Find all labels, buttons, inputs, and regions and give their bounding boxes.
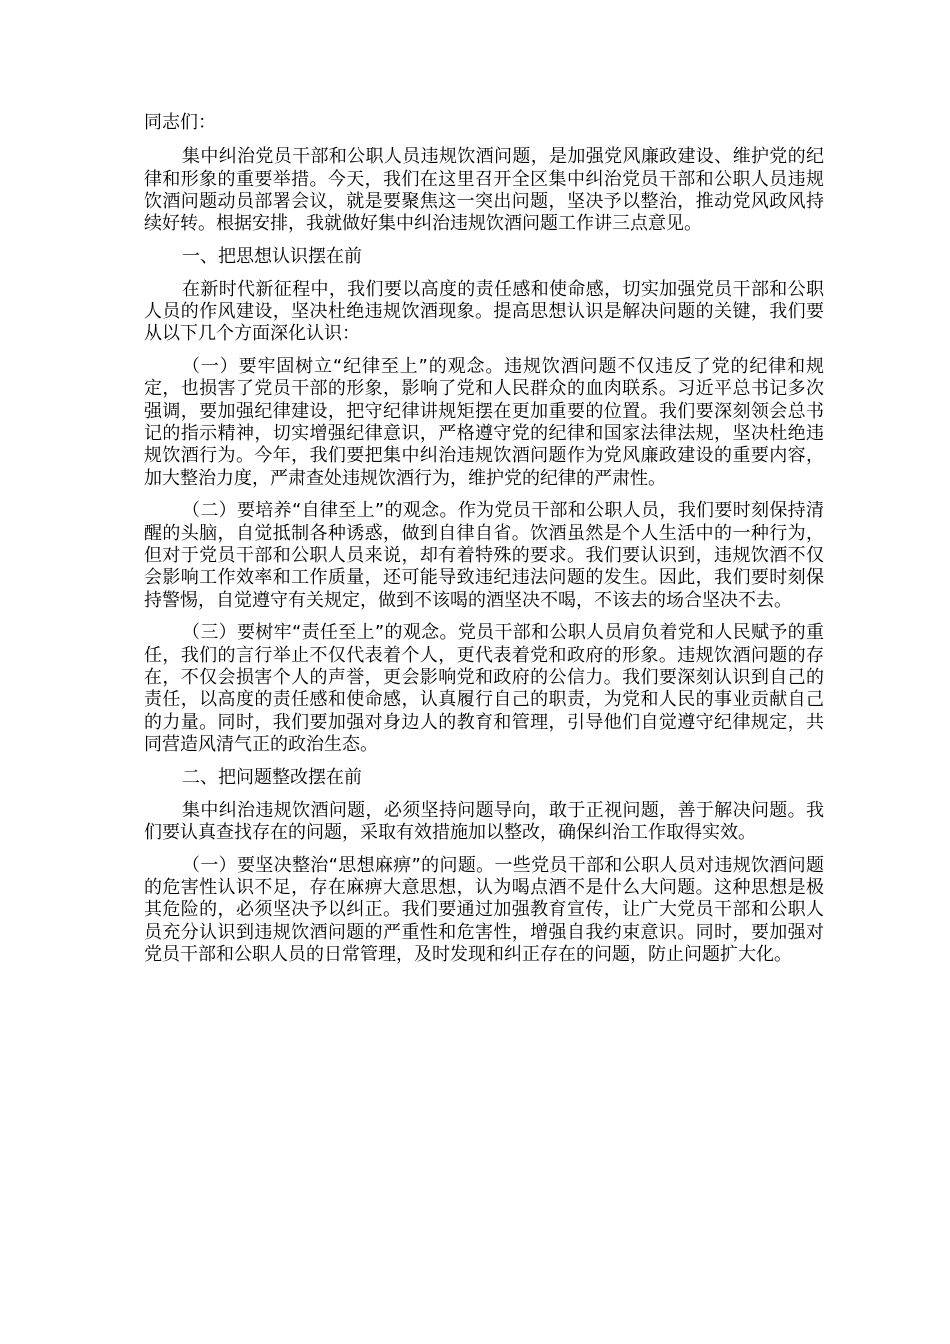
- section-1-item-1: （一）要牢固树立“纪律至上”的观念。违规饮酒问题不仅违反了党的纪律和规定，也损害了党员干部的形象，影响了党和人民群众的血肉联系。习近平总书记多次强调，要加强纪律建设，把守纪律讲规矩摆在更加重要的位置。我们要深刻领会总书记的指示精神，切实增强纪律意识，严格遵守党的纪律和国家法律法规，坚决杜绝违规饮酒行为。今年，我们要把集中纠治违规饮酒问题作为党风廉政建设的重要内容，加大整治力度，严肃查处违规饮酒行为，维护党的纪律的严肃性。: [144, 356, 824, 489]
- section-2-heading: 二、把问题整改摆在前: [182, 766, 362, 788]
- section-1-item-2: （二）要培养“自律至上”的观念。作为党员干部和公职人员，我们要时刻保持清醒的头脑，自觉抵制各种诱惑，做到自律自省。饮酒虽然是个人生活中的一种行为，但对于党员干部和公职人员来说，却有着特殊的要求。我们要认识到，违规饮酒不仅会影响工作效率和工作质量，还可能导致违纪违法问题的发生。因此，我们要时刻保持警惕，自觉遵守有关规定，做到不该喝的酒坚决不喝，不该去的场合坚决不去。: [144, 500, 824, 611]
- section-2-lead-paragraph: 集中纠治违规饮酒问题，必须坚持问题导向，敢于正视问题，善于解决问题。我们要认真查找存在的问题，采取有效措施加以整改，确保纠治工作取得实效。: [144, 799, 824, 843]
- intro-paragraph: 集中纠治党员干部和公职人员违规饮酒问题，是加强党风廉政建设、维护党的纪律和形象的重要举措。今天，我们在这里召开全区集中纠治党员干部和公职人员违规饮酒问题动员部署会议，就是要聚焦这一突出问题，坚决予以整治，推动党风政风持续好转。根据安排，我就做好集中纠治违规饮酒问题工作讲三点意见。: [144, 146, 824, 235]
- section-1-item-3: （三）要树牢“责任至上”的观念。党员干部和公职人员肩负着党和人民赋予的重任，我们的言行举止不仅代表着个人，更代表着党和政府的形象。违规饮酒问题的存在，不仅会损害个人的声誉，更会影响党和政府的公信力。我们要深刻认识到自己的责任，以高度的责任感和使命感，认真履行自己的职责，为党和人民的事业贡献自己的力量。同时，我们要加强对身边人的教育和管理，引导他们自觉遵守纪律规定，共同营造风清气正的政治生态。: [144, 622, 824, 755]
- section-2-item-1: （一）要坚决整治“思想麻痹”的问题。一些党员干部和公职人员对违规饮酒问题的危害性认识不足，存在麻痹大意思想，认为喝点酒不是什么大问题。这种思想是极其危险的，必须坚决予以纠正。我们要通过加强教育宣传，让广大党员干部和公职人员充分认识到违规饮酒问题的严重性和危害性，增强自我约束意识。同时，要加强对党员干部和公职人员的日常管理，及时发现和纠正存在的问题，防止问题扩大化。: [144, 854, 824, 965]
- salutation: 同志们：: [144, 112, 216, 133]
- section-1-lead-paragraph: 在新时代新征程中，我们要以高度的责任感和使命感，切实加强党员干部和公职人员的作风建设，坚决杜绝违规饮酒现象。提高思想认识是解决问题的关键，我们要从以下几个方面深化认识：: [144, 278, 824, 345]
- document-page: [144, 112, 824, 977]
- section-1-heading: 一、把思想认识摆在前: [182, 245, 362, 267]
